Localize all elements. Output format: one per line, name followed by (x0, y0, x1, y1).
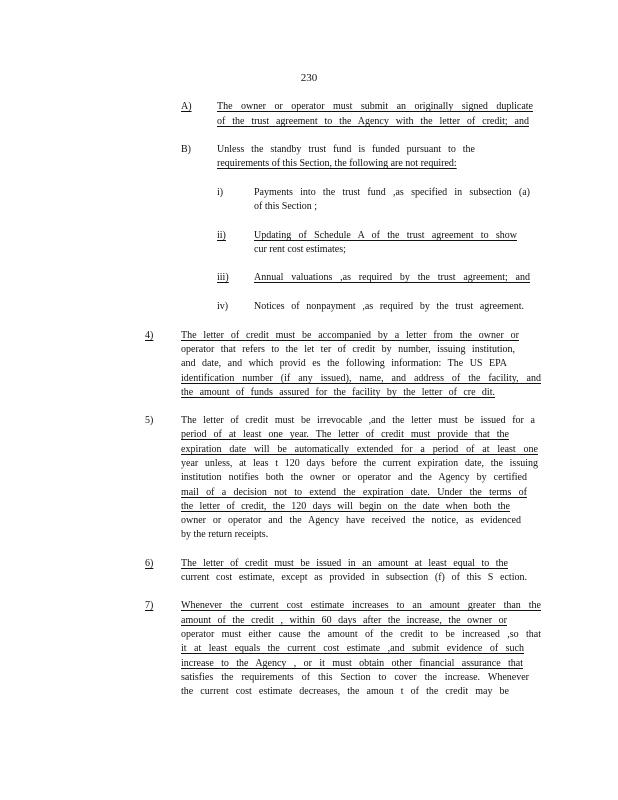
item-7-line-7: the current cost estimate decreases, the amoun t of the credit may be (181, 686, 509, 697)
item-label-a: A) (181, 101, 192, 112)
item-5-line-3: expiration date will be automatically extended for a period of at least one (181, 444, 538, 455)
item-4-line-2: operator that refers to the let ter of credit by number, issuing institution, (181, 344, 515, 355)
item-7-line-5: increase to the Agency , or it must obtain other financial assurance that (181, 658, 523, 669)
item-5-line-1: The letter of credit must be irrevocable ,and the letter must be issued for a (181, 415, 535, 426)
item-5-line-9: by the return receipts. (181, 529, 269, 540)
item-5-line-6: mail of a decision not to extend the expiration date. Under the terms of (181, 487, 527, 498)
item-i-line-1: Payments into the trust fund ,as specified in subsection (a) (254, 187, 530, 198)
item-6-line-2: current cost estimate, except as provided in subsection (f) of this S ection. (181, 572, 527, 583)
item-7-line-2: amount of the credit , within 60 days after the increase, the owner or (181, 615, 507, 626)
item-4-line-5: the amount of funds assured for the facility by the letter of cre dit. (181, 387, 495, 398)
item-iv-line-1: Notices of nonpayment ,as required by the trust agreement. (254, 301, 524, 312)
item-4-line-4: identification number (if any issued), name, and address of the facility, and (181, 373, 541, 384)
item-label-6: 6) (145, 558, 154, 569)
item-7-line-3: operator must either cause the amount of the credit to be increased ,so that (181, 629, 541, 640)
item-label-b: B) (181, 144, 191, 155)
item-label-ii: ii) (217, 230, 226, 241)
item-7-line-6: satisfies the requirements of this Section to cover the increase. Whenever (181, 672, 529, 683)
item-label-iii: iii) (217, 272, 229, 283)
item-a-line-2: of the trust agreement to the Agency with the letter of credit; and (217, 116, 529, 127)
item-b-line-2: requirements of this Section, the following are not required: (217, 158, 457, 169)
item-7-line-1: Whenever the current cost estimate increases to an amount greater than the (181, 600, 541, 611)
item-5-line-5: institution notifies both the owner or operator and the Agency by certified (181, 472, 527, 483)
item-a-line-1: The owner or operator must submit an originally signed duplicate (217, 101, 533, 112)
item-5-line-2: period of at least one year. The letter of credit must provide that the (181, 429, 509, 440)
item-7-line-4: it at least equals the current cost estimate ,and submit evidence of such (181, 643, 524, 654)
item-4-line-3: and date, and which provid es the following information: The US EPA (181, 358, 507, 369)
item-ii-line-1: Updating of Schedule A of the trust agreement to show (254, 230, 517, 241)
item-5-line-8: owner or operator and the Agency have received the notice, as evidenced (181, 515, 521, 526)
item-6-line-1: The letter of credit must be issued in an amount at least equal to the (181, 558, 508, 569)
item-label-iv: iv) (217, 301, 229, 312)
item-label-5: 5) (145, 415, 154, 426)
item-b-line-1: Unless the standby trust fund is funded pursuant to the (217, 144, 475, 155)
item-label-7: 7) (145, 600, 154, 611)
item-ii-line-2: cur rent cost estimates; (254, 244, 346, 255)
item-4-line-1: The letter of credit must be accompanied by a letter from the owner or (181, 330, 519, 341)
item-5-line-4: year unless, at leas t 120 days before the current expiration date, the issuing (181, 458, 538, 469)
item-iii-line-1: Annual valuations ,as required by the trust agreement; and (254, 272, 530, 283)
item-label-4: 4) (145, 330, 154, 341)
item-5-line-7: the letter of credit, the 120 days will begin on the date when both the (181, 501, 510, 512)
item-label-i: i) (217, 187, 224, 198)
item-i-line-2: of this Section ; (254, 201, 318, 212)
page-number: 230 (300, 72, 318, 84)
